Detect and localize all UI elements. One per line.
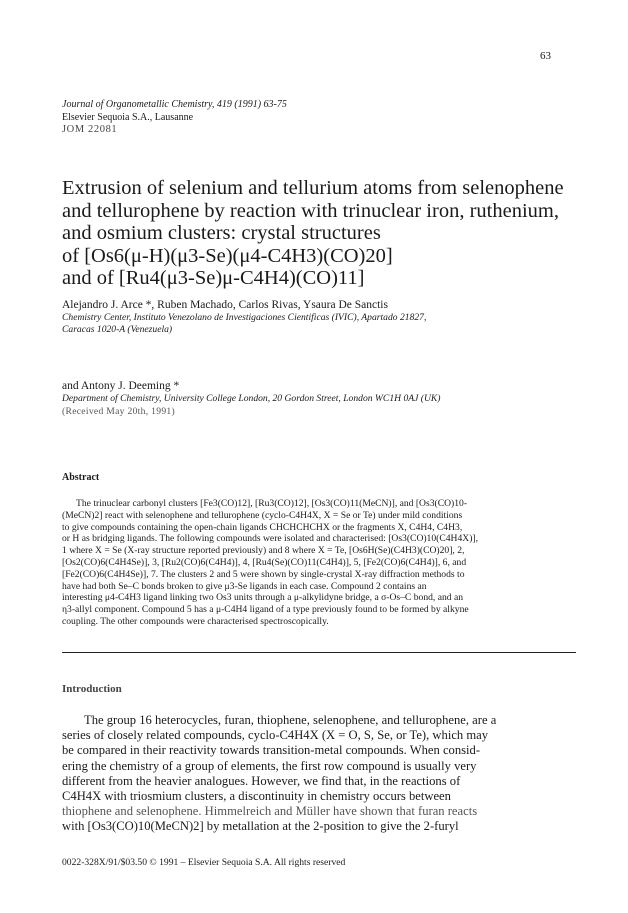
intro-line: ering the chemistry of a group of elements, the first row compound is usually very — [62, 758, 477, 773]
title-line: and tellurophene by reaction with trinuclear iron, ruthenium, — [62, 199, 559, 222]
abstract-line: 1 where X = Se (X-ray structure reported previously) and 8 where X = Te, [Os6H(Se)(C4H3)(CO)20], 2, — [62, 545, 465, 557]
copyright-footer: 0022-328X/91/$03.50 © 1991 – Elsevier Sequoia S.A. All rights reserved — [62, 857, 346, 868]
journal-citation: Journal of Organometallic Chemistry, 419 (1991) 63-75 — [62, 99, 287, 110]
abstract-line: (MeCN)2] react with selenophene and tellurophene (cyclo-C4H4X, X = Se or Te) under mild conditions — [62, 509, 463, 521]
page-number: 63 — [540, 50, 551, 62]
title-line: and osmium clusters: crystal structures — [62, 222, 381, 244]
intro-line: be compared in their reactivity towards transition-metal compounds. When consid- — [62, 743, 481, 758]
abstract-line: [Fe2(CO)6(C4H4Se)], 7. The clusters 2 and 5 were shown by single-crystal X-ray diffraction methods to — [62, 568, 465, 580]
affiliation-1-line: Chemistry Center, Instituto Venezolano de Investigaciones Cientificas (IVIC), Apartado 21827, — [62, 312, 427, 323]
affiliation-1-line: Caracas 1020-A (Venezuela) — [62, 324, 173, 335]
title-line: and of [Ru4(μ3-Se)μ-C4H4)(CO)11] — [62, 267, 365, 289]
intro-line: C4H4X with triosmium clusters, a discontinuity in chemistry occurs between — [62, 789, 451, 804]
affiliation-2: Department of Chemistry, University College London, 20 Gordon Street, London WC1H 0AJ (UK) — [62, 393, 441, 404]
intro-line: thiophene and selenophene. Himmelreich and Müller have shown that furan reacts — [62, 804, 478, 819]
abstract-line: The trinuclear carbonyl clusters [Fe3(CO)12], [Ru3(CO)12], [Os3(CO)11(MeCN)], and [Os3(CO)10- — [76, 498, 468, 509]
author-list-1: Alejandro J. Arce *, Ruben Machado, Carlos Rivas, Ysaura De Sanctis — [62, 299, 388, 311]
abstract-line: or H as bridging ligands. The following compounds were isolated and characterised: [Os3(CO)10(C4H4X)], — [62, 533, 478, 545]
introduction-heading: Introduction — [62, 683, 122, 695]
author-block-2 — [62, 379, 582, 419]
intro-line: series of closely related compounds, cyclo-C4H4X (X = O, S, Se, or Te), which may — [62, 728, 489, 743]
intro-line: different from the heavier analogues. However, we find that, in the reactions of — [62, 773, 461, 788]
publisher: Elsevier Sequoia S.A., Lausanne — [62, 111, 194, 123]
abstract-line: have had both Se–C bonds broken to give μ3-Se ligands in each case. Compound 2 contains an — [62, 580, 427, 592]
author-list-2: and Antony J. Deeming * — [62, 380, 180, 392]
author-block-1 — [62, 298, 582, 336]
abstract-line: [Os2(CO)6(C4H4Se)], 3, [Ru2(CO)6(C4H4)], 4, [Ru4(Se)(CO)11(C4H4)], 5, [Fe2(CO)6(C4H4)], 6, and — [62, 556, 467, 568]
abstract-line: to give compounds containing the open-chain ligands CHCHCHCHX or the fragments X, C4H4, C4H3, — [62, 521, 463, 533]
received-date: (Received May 20th, 1991) — [62, 406, 176, 417]
title-line: Extrusion of selenium and tellurium atoms from selenophene — [62, 177, 564, 199]
abstract-heading: Abstract — [62, 472, 100, 483]
article-title — [62, 177, 582, 290]
abstract-line: interesting μ4-C4H3 ligand linking two Os3 units through a μ-alkylidyne bridge, a σ-Os–C bond, and an — [62, 592, 464, 604]
introduction-body — [62, 713, 576, 835]
section-divider — [62, 652, 576, 653]
title-line: of [Os6(μ-H)(μ3-Se)(μ4-C4H3)(CO)20] — [62, 244, 393, 267]
abstract-body — [62, 498, 576, 628]
abstract-line: η3-allyl component. Compound 5 has a μ-C4H4 ligand of a type previously found to be formed by alkyne — [62, 604, 469, 616]
abstract-line: coupling. The other compounds were characterised spectroscopically. — [62, 615, 329, 627]
intro-line: The group 16 heterocycles, furan, thiophene, selenophene, and tellurophene, are a — [84, 713, 497, 727]
journal-code: JOM 22081 — [62, 124, 118, 135]
intro-line: with [Os3(CO)10(MeCN)2] by metallation at the 2-position to give the 2-furyl — [62, 819, 459, 834]
journal-header — [62, 99, 482, 137]
